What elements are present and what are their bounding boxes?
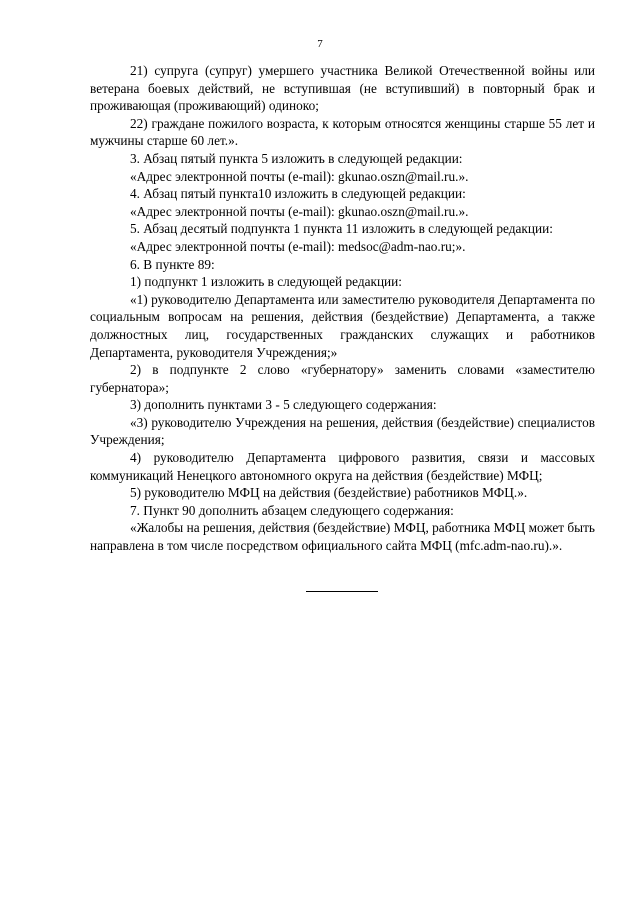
paragraph-subitem-1: 1) подпункт 1 изложить в следующей редакции: [130, 274, 402, 290]
document-body [90, 62, 595, 555]
paragraph-quote-subitem-5: 5) руководителю МФЦ на действия (бездействие) работников МФЦ.». [130, 485, 528, 501]
paragraph-quote-subitem-4: 4) руководителю Департамента цифрового развития, связи и массовых коммуникаций Ненецкого автономного округа на действия (бездействие) МФЦ; [90, 450, 595, 483]
paragraph-quote-complaints: «Жалобы на решения, действия (бездействие) МФЦ, работника МФЦ может быть направлена в том числе посредством официального сайта МФЦ (mfc.adm-nao.ru).». [90, 520, 595, 554]
paragraph-email-quote-3: «Адрес электронной почты (e-mail): medsoc@adm-nao.ru;». [130, 238, 466, 254]
paragraph-amendment-7: 7. Пункт 90 дополнить абзацем следующего содержания: [130, 502, 454, 518]
paragraph-amendment-6: 6. В пункте 89: [130, 256, 215, 272]
paragraph-email-quote-1: «Адрес электронной почты (e-mail): gkunao.oszn@mail.ru.». [130, 168, 469, 184]
paragraph-email-quote-2: «Адрес электронной почты (e-mail): gkunao.oszn@mail.ru.». [130, 203, 469, 219]
paragraph-subitem-3: 3) дополнить пунктами 3 - 5 следующего содержания: [130, 397, 437, 413]
paragraph-quote-subitem-3: «3) руководителю Учреждения на решения, действия (бездействие) специалистов Учреждения; [90, 414, 595, 448]
paragraph-item-22: 22) граждане пожилого возраста, к которым относятся женщины старше 55 лет и мужчины старше 60 лет.». [90, 115, 595, 149]
paragraph-subitem-2: 2) в подпункте 2 слово «губернатору» заменить словами «заместителю губернатора»; [90, 362, 595, 395]
separator-line [306, 591, 378, 592]
paragraph-quote-subitem-1: «1) руководителю Департамента или заместителю руководителя Департамента по социальным вопросам на решения, действия (бездействие) Департамента, а также должностных лиц, государственных гражданских служащих и работников Департамента, руководителя Учреждения;» [90, 291, 595, 360]
paragraph-item-21: 21) супруга (супруг) умершего участника Великой Отечественной войны или ветерана боевых действий, не вступившая (не вступивший) в повторный брак и проживающая (проживающий) одиноко; [90, 63, 595, 114]
paragraph-amendment-5: 5. Абзац десятый подпункта 1 пункта 11 изложить в следующей редакции: [130, 221, 553, 237]
paragraph-amendment-3: 3. Абзац пятый пункта 5 изложить в следующей редакции: [130, 150, 463, 166]
paragraph-amendment-4: 4. Абзац пятый пункта10 изложить в следующей редакции: [130, 186, 466, 202]
page-number: 7 [317, 38, 323, 50]
